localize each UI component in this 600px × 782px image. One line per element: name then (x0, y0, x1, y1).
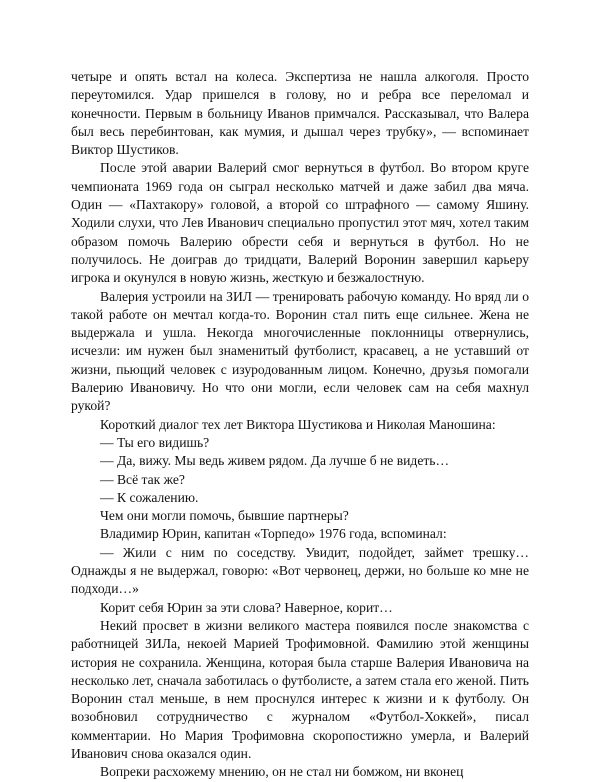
paragraph-1: четыре и опять встал на колеса. Экспертиза не нашла алкоголя. Просто переутомился. Удар пришелся в голову, но и ребра все переломал и конечности. Первым в больницу Иванов примчался. Рассказывал, что Валера был весь перебинтован, как мумия, и дышал через трубку», — вспоминает Виктор Шустиков. (71, 69, 529, 158)
page-body (71, 68, 529, 782)
paragraph-10: Владимир Юрин, капитан «Торпедо» 1976 года, вспоминал: (100, 526, 447, 542)
paragraph-2: После этой аварии Валерий смог вернуться в футбол. Во втором круге чемпионата 1969 года он сыграл несколько матчей и даже забил два мяча. Один — «Пахтакору» головой, а второй со штрафного — самому Яшину. Ходили слухи, что Лев Иванович специально пропустил этот мяч, хотел таким образом помочь Валерию обрести себя и вернуться в футбол. Но не получилось. Не доиграв до тридцати, Валерий Воронин завершил карьеру игрока и окунулся в новую жизнь, жесткую и безжалостную. (71, 160, 529, 286)
paragraph-3: Валерия устроили на ЗИЛ — тренировать рабочую команду. Но вряд ли о такой работе он мечтал когда-то. Воронин стал пить еще сильнее. Жена не выдержала и ушла. Некогда многочисленные поклонницы отвернулись, исчезли: им нужен был знаменитый футболист, красавец, а не уставший от жизни, пьющий человек с изуродованным лицом. Конечно, друзья помогали Валерию Ивановичу. Но что они могли, если человек сам на себя махнул рукой? (71, 288, 529, 414)
paragraph-12: Корит себя Юрин за эти слова? Наверное, корит… (100, 599, 393, 615)
dialog-line-1: — Ты его видишь? (100, 434, 210, 450)
paragraph-14: Вопреки расхожему мнению, он не стал ни бомжом, ни вконец (100, 764, 464, 780)
paragraph-9: Чем они могли помочь, бывшие партнеры? (100, 508, 349, 524)
paragraph-4: Короткий диалог тех лет Виктора Шустикова и Николая Маношина: (100, 416, 496, 432)
quote-yurin: — Жили с ним по соседству. Увидит, подойдет, займет трешку… Однажды я не выдержал, говорю: «Вот червонец, держи, но больше ко мне не подходи…» (71, 544, 529, 597)
paragraph-13: Некий просвет в жизни великого мастера появился после знакомства с работницей ЗИЛа, некоей Марией Трофимовной. Фамилию этой женщины история не сохранила. Женщина, которая была старше Валерия Ивановича на несколько лет, сначала заботилась о футболисте, а затем стала его женой. Пить Воронин стал меньше, в нем проснулся интерес к жизни и к футболу. Он возобновил сотрудничество с журналом «Футбол-Хоккей», писал комментарии. Но Мария Трофимовна скоропостижно умерла, и Валерий Иванович снова оказался один. (71, 617, 529, 761)
dialog-line-3: — Всё так же? (100, 471, 185, 487)
dialog-line-2: — Да, вижу. Мы ведь живем рядом. Да лучше б не видеть… (100, 453, 450, 469)
dialog-line-4: — К сожалению. (100, 489, 199, 505)
